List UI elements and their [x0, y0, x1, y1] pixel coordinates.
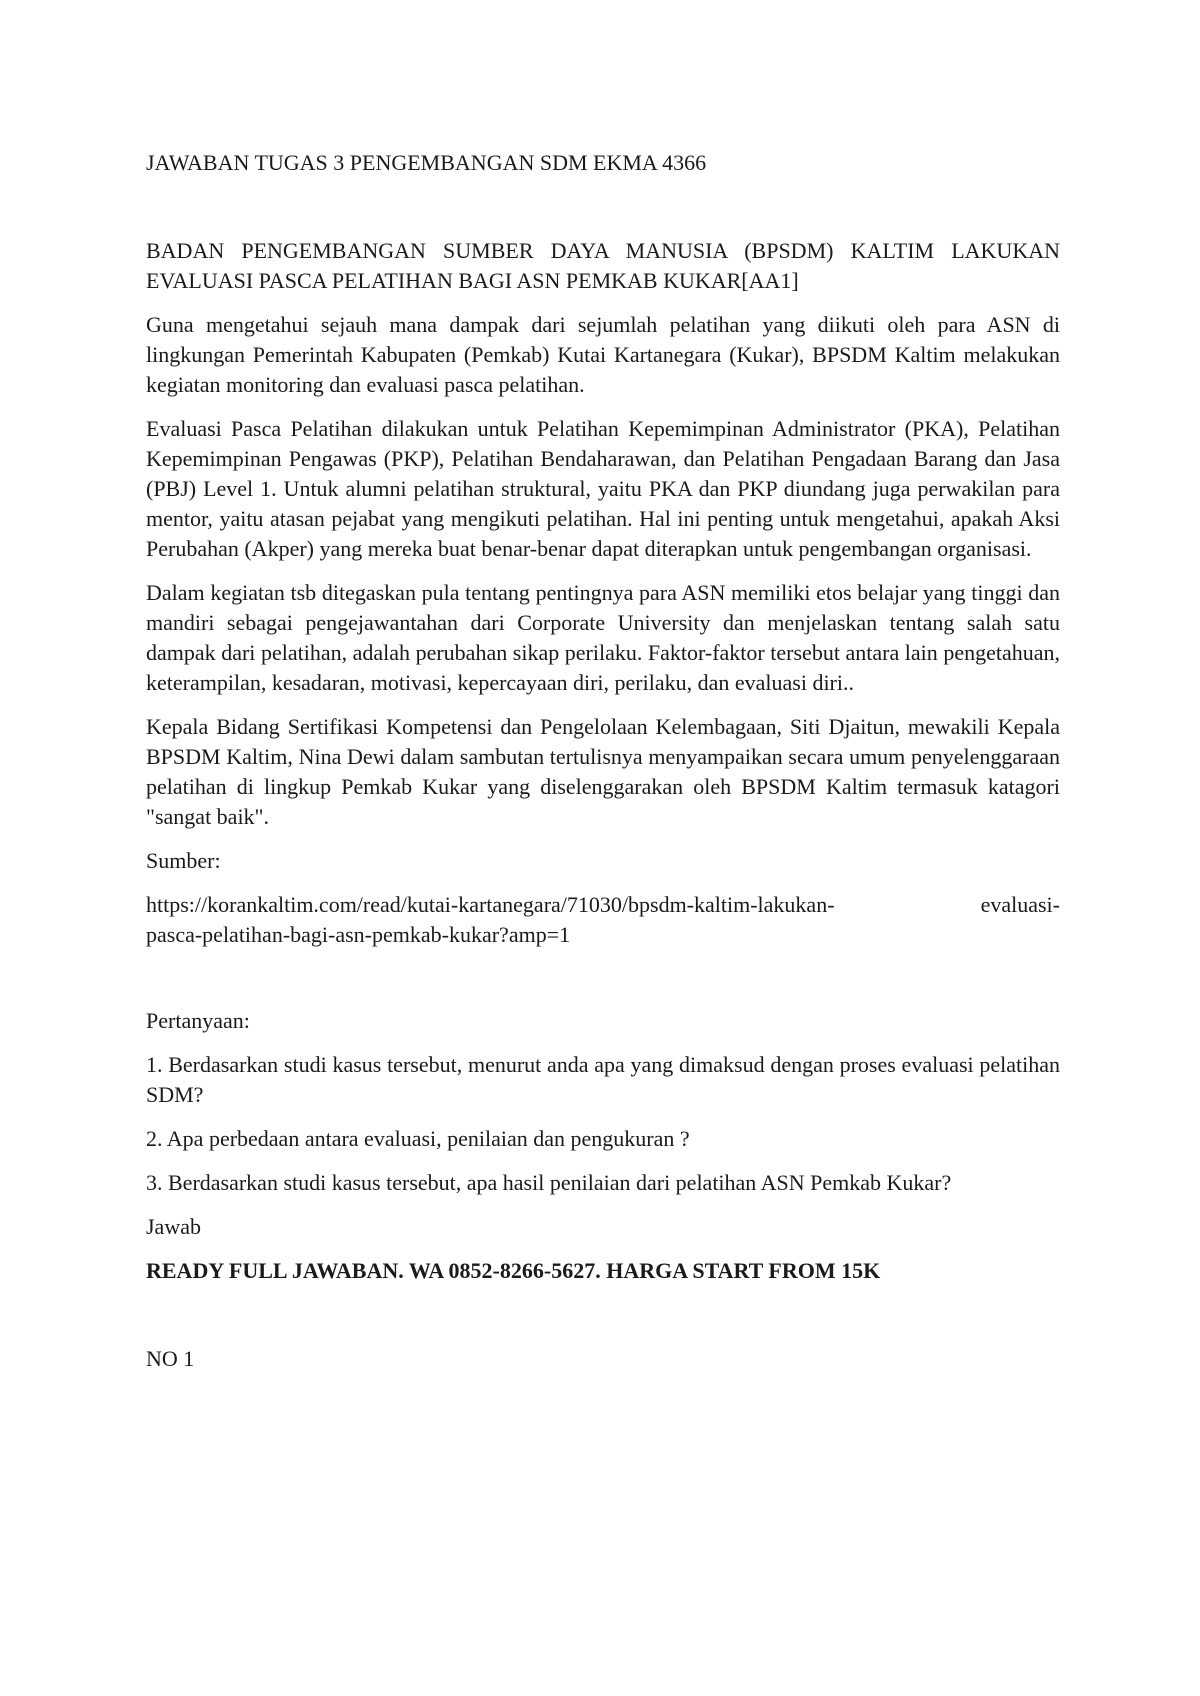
source-url[interactable]: [146, 890, 1060, 950]
paragraph-1: Guna mengetahui sejauh mana dampak dari sejumlah pelatihan yang diikuti oleh para ASN di lingkungan Pemerintah Kabupaten (Pemkab) Kutai Kartanegara (Kukar), BPSDM Kaltim melakukan kegiatan monitoring dan evaluasi pasca pelatihan.: [146, 312, 1060, 397]
question-3: 3. Berdasarkan studi kasus tersebut, apa hasil penilaian dari pelatihan ASN Pemkab Kukar?: [146, 1170, 952, 1195]
question-1: 1. Berdasarkan studi kasus tersebut, menurut anda apa yang dimaksud dengan proses evaluasi pelatihan SDM?: [146, 1052, 1060, 1107]
paragraph-4: Kepala Bidang Sertifikasi Kompetensi dan Pengelolaan Kelembagaan, Siti Djaitun, mewakili Kepala BPSDM Kaltim, Nina Dewi dalam sambutan tertulisnya menyampaikan secara umum penyelenggaraan pelatihan di lingkup Pemkab Kukar yang diselenggarakan oleh BPSDM Kaltim termasuk katagori "sangat baik".: [146, 714, 1060, 829]
source-url-part-3[interactable]: pasca-pelatihan-bagi-asn-pemkab-kukar?amp=1: [146, 922, 571, 947]
source-url-line-1[interactable]: [146, 890, 1060, 920]
article-title: BADAN PENGEMBANGAN SUMBER DAYA MANUSIA (BPSDM) KALTIM LAKUKAN EVALUASI PASCA PELATIHAN BAGI ASN PEMKAB KUKAR[AA1]: [146, 238, 1060, 293]
source-url-part-1[interactable]: https://korankaltim.com/read/kutai-kartanegara/71030/bpsdm-kaltim-lakukan-: [146, 892, 835, 917]
answer-label: Jawab: [146, 1214, 201, 1239]
document-title: JAWABAN TUGAS 3 PENGEMBANGAN SDM EKMA 4366: [146, 150, 707, 175]
document-page: [146, 148, 1060, 1388]
paragraph-2: Evaluasi Pasca Pelatihan dilakukan untuk Pelatihan Kepemimpinan Administrator (PKA), Pelatihan Kepemimpinan Pengawas (PKP), Pelatihan Bendaharawan, dan Pelatihan Pengadaan Barang dan Jasa (PBJ) Level 1. Untuk alumni pelatihan struktural, yaitu PKA dan PKP diundang juga perwakilan para mentor, yaitu atasan pejabat yang mengikuti pelatihan. Hal ini penting untuk mengetahui, apakah Aksi Perubahan (Akper) yang mereka buat benar-benar dapat diterapkan untuk pengembangan organisasi.: [146, 416, 1060, 561]
paragraph-3: Dalam kegiatan tsb ditegaskan pula tentang pentingnya para ASN memiliki etos belajar yang tinggi dan mandiri sebagai pengejawantahan dari Corporate University dan menjelaskan tentang salah satu dampak dari pelatihan, adalah perubahan sikap perilaku. Faktor-faktor tersebut antara lain pengetahuan, keterampilan, kesadaran, motivasi, kepercayaan diri, perilaku, dan evaluasi diri..: [146, 580, 1060, 695]
questions-label: Pertanyaan:: [146, 1008, 250, 1033]
promo-text: READY FULL JAWABAN. WA 0852-8266-5627. HARGA START FROM 15K: [146, 1258, 881, 1283]
source-url-part-2[interactable]: evaluasi-: [980, 892, 1060, 917]
answer-number-label: NO 1: [146, 1346, 195, 1371]
source-label: Sumber:: [146, 848, 221, 873]
question-2: 2. Apa perbedaan antara evaluasi, penilaian dan pengukuran ?: [146, 1126, 690, 1151]
